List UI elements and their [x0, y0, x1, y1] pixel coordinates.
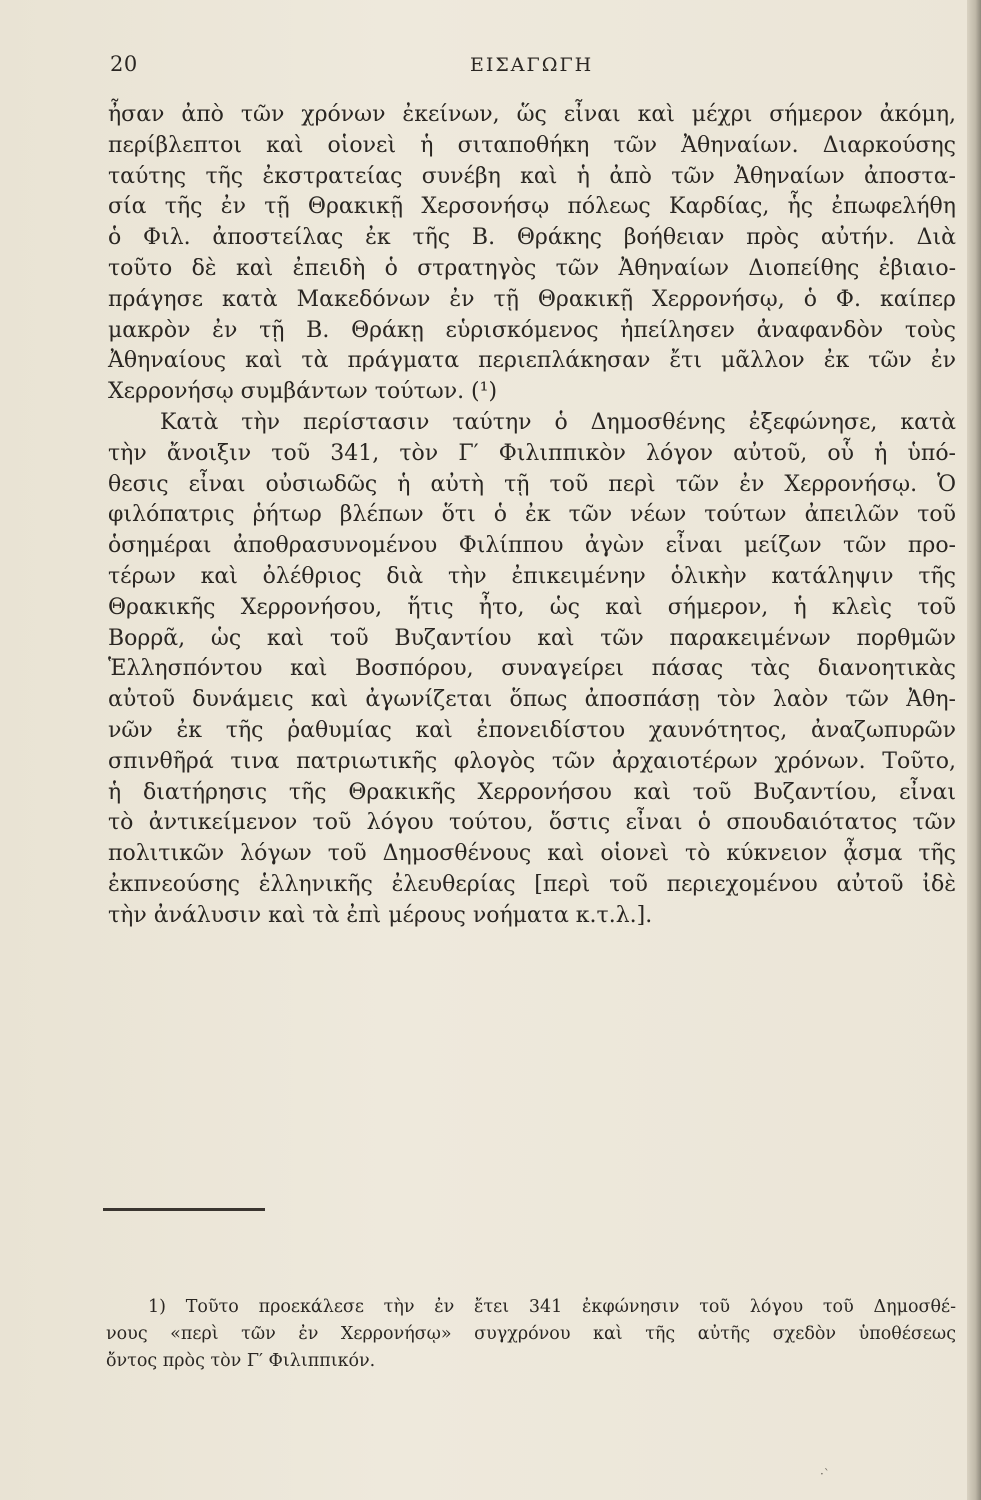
body-line: Βορρᾶ, ὡς καὶ τοῦ Βυζαντίου καὶ τῶν παρακειμένων πορθμῶν: [108, 625, 956, 651]
body-line: Χερρονήσῳ συμβάντων τούτων. (¹): [108, 379, 498, 405]
body-line: φιλόπατρις ῥήτωρ βλέπων ὅτι ὁ ἐκ τῶν νέων τούτων ἀπειλῶν τοῦ: [108, 502, 956, 528]
footnote-line: ὄντος πρὸς τὸν Γ′ Φιλιππικόν.: [106, 1351, 376, 1371]
body-line: περίβλεπτοι καὶ οἱονεὶ ἡ σιταποθήκη τῶν Ἀθηναίων. Διαρκούσης: [108, 132, 956, 158]
body-line: σία τῆς ἐν τῇ Θρακικῇ Χερσονήσῳ πόλεως Καρδίας, ἧς ἐπωφελήθη: [108, 194, 956, 220]
body-line: πολιτικῶν λόγων τοῦ Δημοσθένους καὶ οἱονεὶ τὸ κύκνειον ᾆσμα τῆς: [108, 841, 956, 867]
body-line: νῶν ἐκ τῆς ῥαθυμίας καὶ ἐπονειδίστου χαυνότητος, ἀναζωπυρῶν: [108, 717, 956, 743]
body-line: ταύτης τῆς ἐκστρατείας συνέβη καὶ ἡ ἀπὸ τῶν Ἀθηναίων ἀποστα-: [108, 163, 956, 189]
footnote: [106, 1294, 956, 1375]
body-line: Κατὰ τὴν περίστασιν ταύτην ὁ Δημοσθένης ἐξεφώνησε, κατὰ: [160, 409, 956, 435]
body-line: τὸ ἀντικείμενον τοῦ λόγου τούτου, ὅστις εἶναι ὁ σπουδαιότατος τῶν: [108, 810, 956, 836]
body-line: ἡ διατήρησις τῆς Θρακικῆς Χερρονήσου καὶ τοῦ Βυζαντίου, εἶναι: [108, 779, 956, 805]
body-line: ὁσημέραι ἀποθρασυνομένου Φιλίππου ἀγὼν εἶναι μείζων τῶν προ-: [108, 533, 956, 559]
body-line: τὴν ἀνάλυσιν καὶ τὰ ἐπὶ μέρους νοήματα κ.τ.λ.].: [108, 902, 653, 928]
body-line: μακρὸν ἐν τῇ Β. Θράκῃ εὑρισκόμενος ἠπείλησεν ἀναφανδὸν τοὺς: [108, 317, 956, 343]
running-head: ΕΙΣΑΓΩΓΗ: [470, 54, 594, 76]
body-line: θεσις εἶναι οὐσιωδῶς ἡ αὐτὴ τῇ τοῦ περὶ τῶν ἐν Χερρονήσῳ. Ὁ: [108, 471, 956, 497]
body-line: τὴν ἄνοιξιν τοῦ 341, τὸν Γ′ Φιλιππικὸν λόγον αὐτοῦ, οὗ ἡ ὑπό-: [108, 440, 956, 466]
body-line: ἐκπνεούσης ἑλληνικῆς ἐλευθερίας [περὶ τοῦ περιεχομένου αὐτοῦ ἰδὲ: [108, 871, 956, 897]
footnote-separator: [103, 1208, 265, 1211]
body-line: ὁ Φιλ. ἀποστείλας ἐκ τῆς Β. Θράκης βοήθειαν πρὸς αὐτήν. Διὰ: [108, 225, 956, 251]
body-line: Θρακικῆς Χερρονήσου, ἥτις ἦτο, ὡς καὶ σήμερον, ἡ κλεὶς τοῦ: [108, 594, 956, 620]
page-header: [110, 52, 950, 86]
body-line: Ἀθηναίους καὶ τὰ πράγματα περιεπλάκησαν ἔτι μᾶλλον ἐκ τῶν ἐν: [108, 348, 956, 374]
body-line: ἦσαν ἀπὸ τῶν χρόνων ἐκείνων, ὥς εἶναι καὶ μέχρι σήμερον ἀκόμη,: [108, 102, 956, 127]
body-line: πράγησε κατὰ Μακεδόνων ἐν τῇ Θρακικῇ Χερρονήσῳ, ὁ Φ. καίπερ: [108, 286, 956, 312]
body-line: Ἑλλησπόντου καὶ Βοσπόρου, συναγείρει πάσας τὰς διανοητικὰς: [108, 656, 956, 682]
page-number: 20: [110, 52, 138, 76]
page-edge-shadow: [967, 0, 981, 1500]
footnote-line: νους «περὶ τῶν ἐν Χερρονήσῳ» συγχρόνου καὶ τῆς αὐτῆς σχεδὸν ὑποθέσεως: [106, 1324, 956, 1344]
print-speck: ·`: [820, 1467, 830, 1481]
body-line: σπινθῆρά τινα πατριωτικῆς φλογὸς τῶν ἀρχαιοτέρων χρόνων. Τοῦτο,: [108, 748, 956, 774]
footnote-line: 1) Τοῦτο προεκάλεσε τὴν ἐν ἔτει 341 ἐκφώνησιν τοῦ λόγου τοῦ Δημοσθέ-: [148, 1297, 956, 1317]
body-text: [108, 100, 956, 932]
body-line: τέρων καὶ ὀλέθριος διὰ τὴν ἐπικειμένην ὁλικὴν κατάληψιν τῆς: [108, 563, 956, 589]
body-line: τοῦτο δὲ καὶ ἐπειδὴ ὁ στρατηγὸς τῶν Ἀθηναίων Διοπείθης ἐβιαιο-: [108, 255, 956, 281]
body-line: αὐτοῦ δυνάμεις καὶ ἀγωνίζεται ὅπως ἀποσπάσῃ τὸν λαὸν τῶν Ἀθη-: [108, 687, 956, 713]
